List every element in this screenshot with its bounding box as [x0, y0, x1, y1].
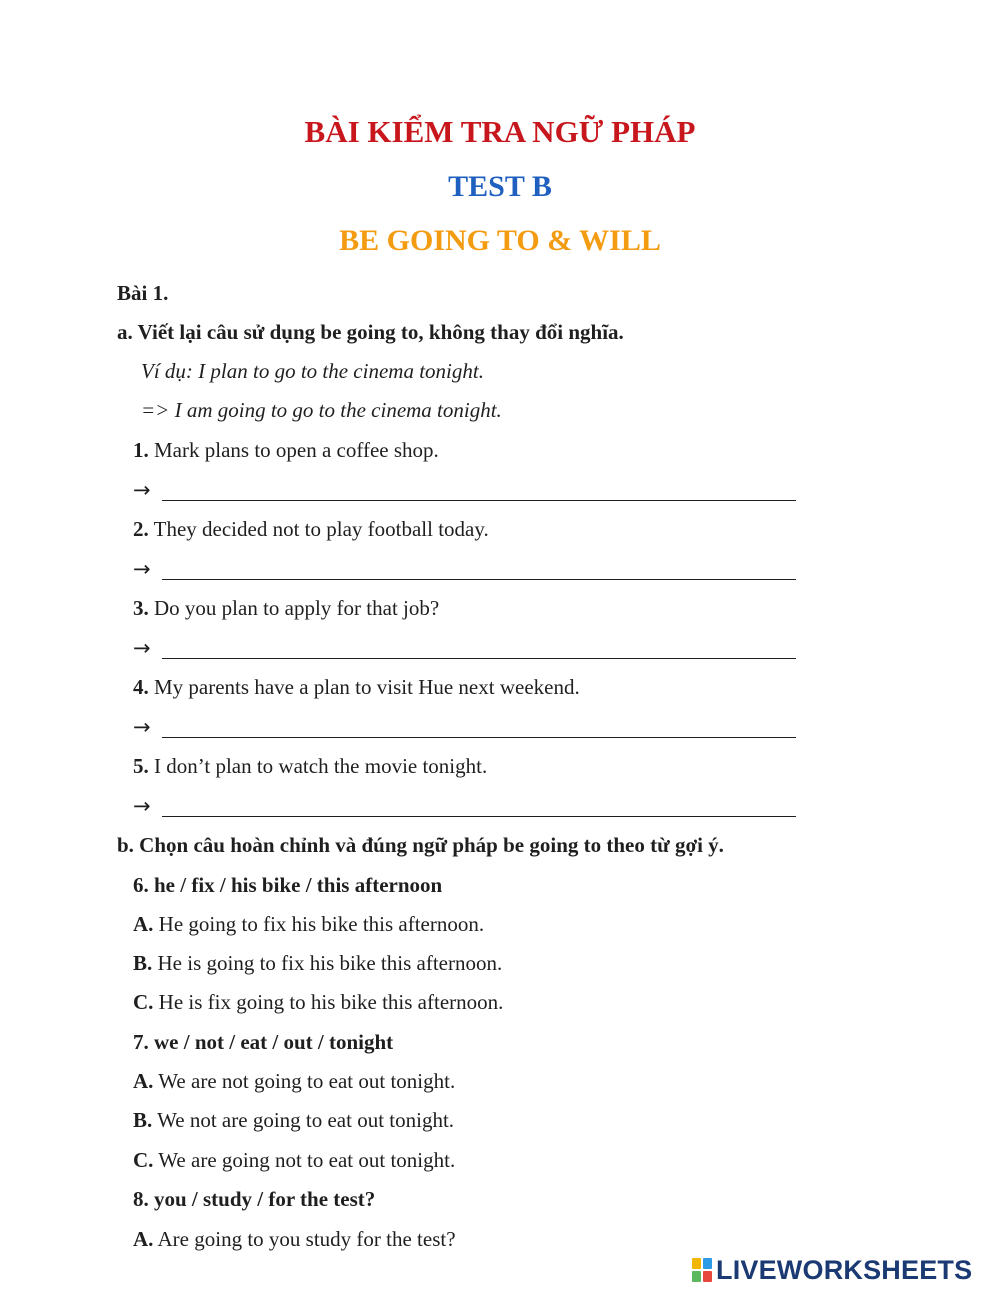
arrow-icon: →: [133, 557, 151, 581]
question-8-option-a[interactable]: [133, 1226, 456, 1252]
question-text: My parents have a plan to visit Hue next weekend.: [148, 675, 580, 699]
answer-row-1: [133, 477, 796, 503]
option-text: We are not going to eat out tonight.: [153, 1069, 456, 1093]
liveworksheets-logo[interactable]: [692, 1254, 972, 1286]
option-letter: C.: [133, 1148, 154, 1172]
arrow-icon: →: [133, 794, 151, 818]
question-7-option-c[interactable]: [133, 1147, 455, 1173]
answer-input-1[interactable]: [162, 479, 796, 501]
example-prompt: Ví dụ: I plan to go to the cinema tonight.: [141, 359, 484, 383]
exercise-heading: Bài 1.: [117, 281, 169, 305]
answer-input-5[interactable]: [162, 795, 796, 817]
question-8-prompt: 8. you / study / for the test?: [133, 1187, 376, 1211]
question-4: [133, 674, 580, 700]
logo-text: LIVEWORKSHEETS: [716, 1254, 973, 1285]
question-7-prompt: 7. we / not / eat / out / tonight: [133, 1030, 394, 1054]
question-6-prompt: 6. he / fix / his bike / this afternoon: [133, 873, 443, 897]
question-6-option-a[interactable]: [133, 911, 484, 937]
question-text: They decided not to play football today.: [148, 517, 489, 541]
option-letter: A.: [133, 1227, 154, 1251]
part-a-instruction: a. Viết lại câu sử dụng be going to, không thay đổi nghĩa.: [117, 320, 624, 344]
option-letter: A.: [133, 1069, 154, 1093]
option-text: We not are going to eat out tonight.: [152, 1108, 455, 1132]
arrow-icon: →: [133, 636, 151, 660]
question-2: [133, 516, 489, 542]
option-letter: C.: [133, 990, 154, 1014]
option-letter: B.: [133, 1108, 153, 1132]
worksheet-title: BÀI KIỂM TRA NGỮ PHÁP: [304, 114, 696, 149]
question-1: [133, 437, 439, 463]
answer-row-4: [133, 714, 796, 740]
option-text: We are going not to eat out tonight.: [153, 1148, 456, 1172]
question-7-option-a[interactable]: [133, 1068, 455, 1094]
question-text: I don’t plan to watch the movie tonight.: [148, 754, 488, 778]
example-answer: => I am going to go to the cinema tonight.: [141, 398, 502, 422]
question-7-option-b[interactable]: [133, 1107, 454, 1133]
question-text: Mark plans to open a coffee shop.: [148, 438, 439, 462]
question-number: 1.: [133, 438, 149, 462]
answer-row-2: [133, 556, 796, 582]
question-3: [133, 595, 439, 621]
liveworksheets-logo-icon: [692, 1258, 712, 1282]
question-6-option-b[interactable]: [133, 950, 502, 976]
option-letter: B.: [133, 951, 153, 975]
arrow-icon: →: [133, 715, 151, 739]
question-number: 2.: [133, 517, 149, 541]
option-text: He going to fix his bike this afternoon.: [153, 912, 485, 936]
question-number: 5.: [133, 754, 149, 778]
arrow-icon: →: [133, 478, 151, 502]
topic-heading: BE GOING TO & WILL: [339, 224, 661, 257]
question-6-option-c[interactable]: [133, 989, 503, 1015]
answer-row-3: [133, 635, 796, 661]
option-text: Are going to you study for the test?: [153, 1227, 456, 1251]
option-letter: A.: [133, 912, 154, 936]
question-number: 3.: [133, 596, 149, 620]
answer-input-2[interactable]: [162, 558, 796, 580]
answer-input-3[interactable]: [162, 637, 796, 659]
part-b-instruction: b. Chọn câu hoàn chỉnh và đúng ngữ pháp be going to theo từ gợi ý.: [117, 833, 724, 857]
answer-row-5: [133, 793, 796, 819]
question-number: 4.: [133, 675, 149, 699]
option-text: He is fix going to his bike this afternoon.: [153, 990, 504, 1014]
answer-input-4[interactable]: [162, 716, 796, 738]
test-label: TEST B: [448, 170, 552, 203]
question-text: Do you plan to apply for that job?: [148, 596, 440, 620]
question-5: [133, 753, 487, 779]
option-text: He is going to fix his bike this afternoon.: [152, 951, 503, 975]
